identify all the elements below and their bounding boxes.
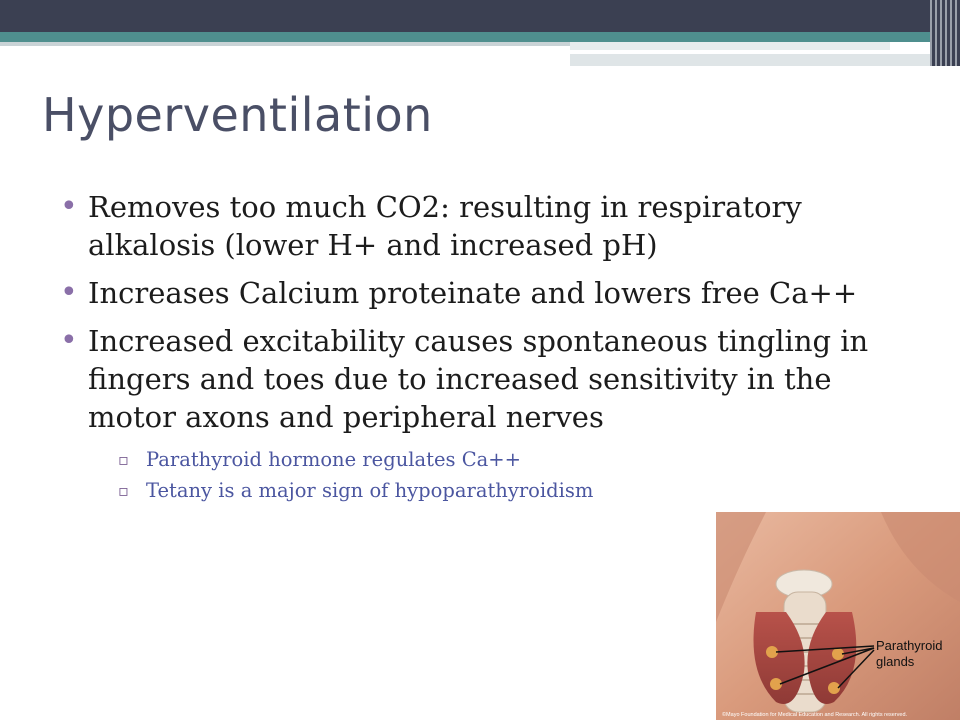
slide-title: Hyperventilation	[42, 88, 433, 142]
bullet-text: Removes too much CO2: resulting in respiratory alkalosis (lower H+ and increased pH)	[88, 190, 802, 262]
bullet-marker: •	[60, 275, 78, 310]
header-accent-line	[0, 32, 960, 42]
sub-bullet-list	[118, 444, 900, 506]
bullet-list	[60, 188, 900, 516]
sub-bullet-marker: ▫	[118, 481, 129, 500]
header-rule-mid	[570, 42, 890, 50]
header-rule-left	[0, 42, 570, 46]
sub-bullet-text: Tetany is a major sign of hypoparathyroidism	[146, 479, 594, 502]
bullet-item	[60, 322, 900, 506]
sub-bullet-marker: ▫	[118, 450, 129, 469]
bullet-marker: •	[60, 323, 78, 358]
sub-bullet-item	[118, 444, 900, 475]
bullet-text: Increased excitability causes spontaneous tingling in fingers and toes due to increased sensitivity in the motor axons and peripheral nerves	[88, 324, 869, 434]
sub-bullet-text: Parathyroid hormone regulates Ca++	[146, 448, 521, 471]
gland-label: Parathyroid	[876, 638, 943, 653]
header-rule-right	[570, 54, 960, 66]
header-corner-stripes	[930, 0, 960, 66]
bullet-text: Increases Calcium proteinate and lowers free Ca++	[88, 276, 858, 310]
image-credit: ©Mayo Foundation for Medical Education and Research. All rights reserved.	[722, 712, 908, 718]
header-band	[0, 0, 960, 32]
bullet-item	[60, 274, 900, 312]
bullet-item	[60, 188, 900, 264]
gland-label: glands	[876, 654, 915, 669]
sub-bullet-item	[118, 475, 900, 506]
bullet-marker: •	[60, 189, 78, 224]
parathyroid-illustration	[716, 512, 960, 720]
